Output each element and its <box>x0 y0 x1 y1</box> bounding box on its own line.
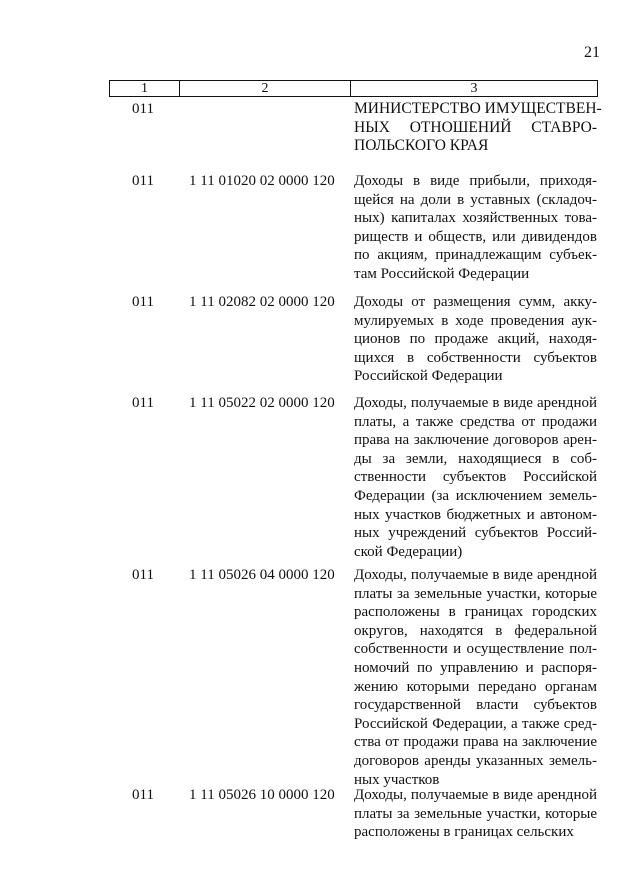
description-line: номочий по управлению и распоря- <box>354 659 597 676</box>
income-description <box>354 566 597 789</box>
description-line: государственной власти субъектов <box>354 697 597 714</box>
admin-code: 011 <box>132 787 154 803</box>
column-header-3: 3 <box>470 81 478 96</box>
description-line: Доходы от размещения сумм, акку- <box>354 294 597 310</box>
description-line: Российской Федерации <box>354 368 503 385</box>
budget-classification-code: 1 11 01020 02 0000 120 <box>189 173 335 189</box>
description-line: Доходы, получаемые в виде арендной <box>354 787 597 803</box>
description-line: ционов по продаже акций, находя- <box>354 331 597 348</box>
description-line: Федерации (за исключением земель- <box>354 487 597 504</box>
column-header-1: 1 <box>110 81 180 96</box>
income-description <box>354 100 602 156</box>
description-line: Российской Федерации, а также сред- <box>354 715 597 732</box>
admin-code: 011 <box>132 173 154 189</box>
description-line: риществ и обществ, или дивидендов <box>354 228 597 245</box>
admin-code: 011 <box>132 101 154 117</box>
budget-classification-code: 1 11 05026 10 0000 120 <box>189 787 335 803</box>
description-line: МИНИСТЕРСТВО ИМУЩЕСТВЕН- <box>354 100 602 117</box>
admin-code: 011 <box>132 567 154 583</box>
budget-classification-code: 1 11 05022 02 0000 120 <box>189 395 335 411</box>
description-line: платы за земельные участки, которые <box>354 585 597 602</box>
description-line: щейся на доли в уставных (складоч- <box>354 191 597 208</box>
description-line: договоров аренды указанных земель- <box>354 752 597 769</box>
description-line: платы, а также средства от продажи <box>354 413 597 430</box>
description-line: ской Федерации) <box>354 543 463 560</box>
income-description <box>354 172 597 284</box>
description-line: расположены в границах сельских <box>354 824 574 841</box>
description-line: мулируемых в ходе проведения аук- <box>354 312 597 329</box>
description-line: права на заключение договоров арен- <box>354 432 597 449</box>
description-line: ных участков бюджетных и автоном- <box>354 506 597 523</box>
admin-code: 011 <box>132 395 154 411</box>
description-line: НЫХ ОТНОШЕНИЙ СТАВРО- <box>354 118 597 136</box>
admin-code: 011 <box>132 294 154 310</box>
description-line: щихся в собственности субъектов <box>354 349 597 366</box>
description-line: Доходы, получаемые в виде арендной <box>354 567 597 583</box>
description-line: там Российской Федерации <box>354 265 530 282</box>
description-line: ства от продажи права на заключение <box>354 734 597 751</box>
description-line: по акциям, принадлежащим субъек- <box>354 247 597 264</box>
description-line: округов, находятся в федеральной <box>354 622 597 639</box>
budget-classification-code: 1 11 02082 02 0000 120 <box>189 294 335 310</box>
description-line: ственности субъектов Российской <box>354 469 597 486</box>
description-line: Доходы, получаемые в виде арендной <box>354 395 597 411</box>
description-line: ных) капиталах хозяйственных това- <box>354 210 597 227</box>
description-line: платы за земельные участки, которые <box>354 805 597 822</box>
description-line: собственности и осуществление пол- <box>354 641 597 658</box>
column-header-2: 2 <box>180 81 351 96</box>
description-line: ды за земли, находящиеся в соб- <box>354 450 597 467</box>
description-line: ных учреждений субъектов Россий- <box>354 525 597 542</box>
description-line: расположены в границах городских <box>354 604 597 621</box>
description-line: ных участков <box>354 771 440 788</box>
description-line: Доходы в виде прибыли, приходя- <box>354 173 597 189</box>
income-description <box>354 394 597 561</box>
page-number: 21 <box>584 44 600 61</box>
income-description <box>354 786 597 842</box>
description-line: жению которыми передано органам <box>354 678 597 695</box>
description-line: ПОЛЬСКОГО КРАЯ <box>354 137 489 155</box>
income-description <box>354 293 597 386</box>
column-header-row <box>109 80 598 97</box>
budget-classification-code: 1 11 05026 04 0000 120 <box>189 567 335 583</box>
